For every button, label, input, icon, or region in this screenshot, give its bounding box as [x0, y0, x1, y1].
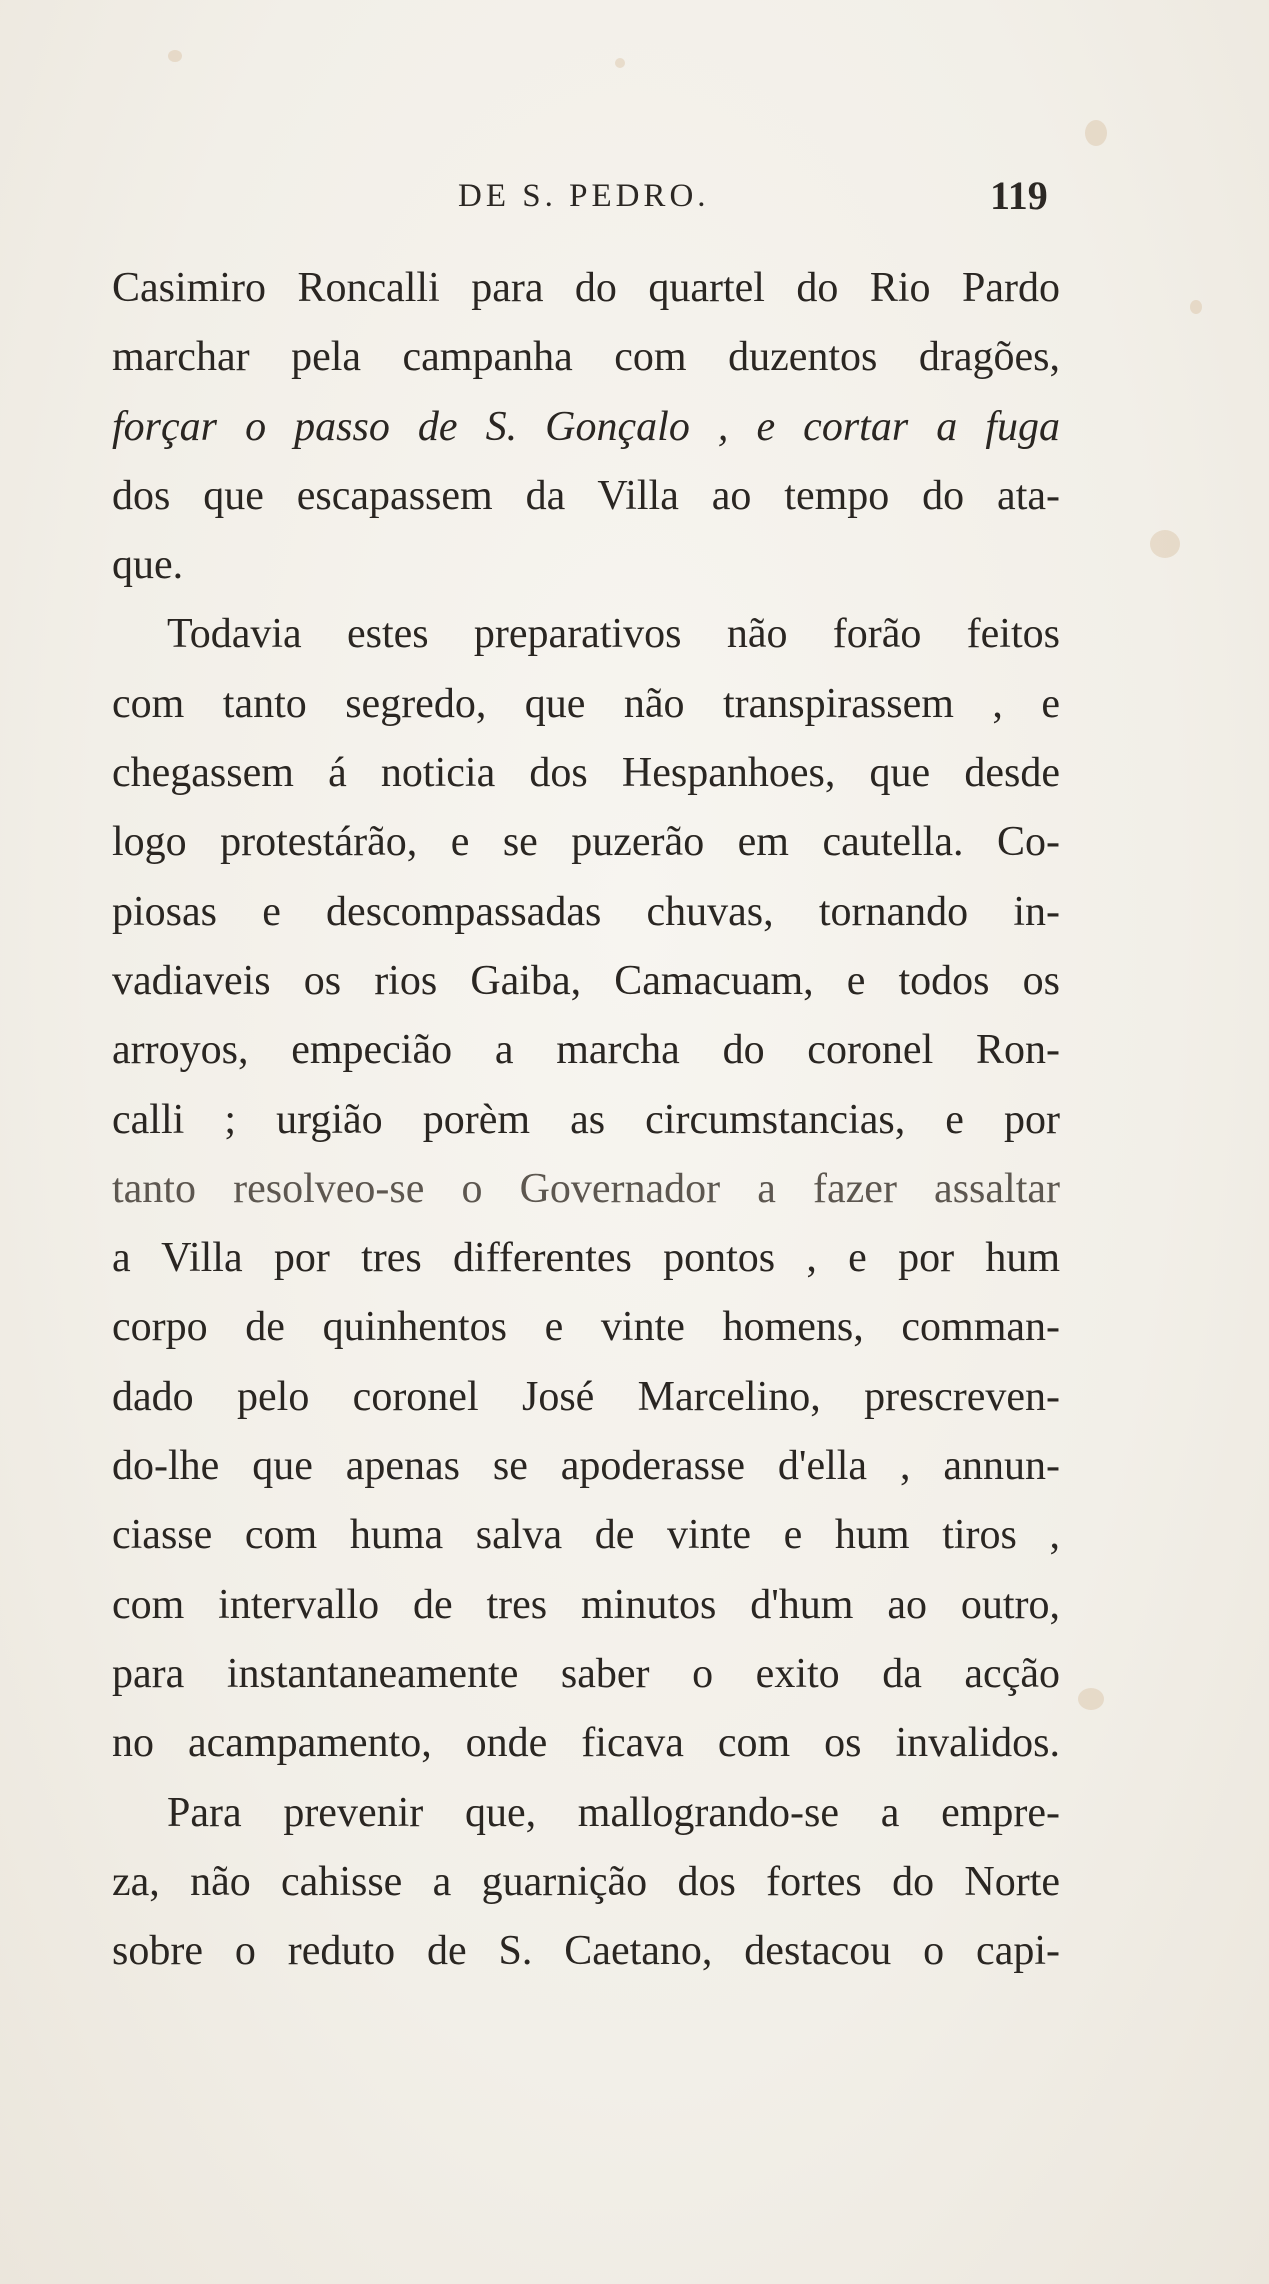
text-line: piosas e descompassadas chuvas, tornando in-	[112, 888, 1060, 935]
text-line: que.	[112, 542, 184, 589]
foxing-spot	[1085, 120, 1107, 146]
text-line: a Villa por tres differentes pontos , e por hum	[112, 1235, 1060, 1282]
text-line: forçar o passo de S. Gonçalo , e cortar a fuga	[112, 403, 1060, 450]
text-line: corpo de quinhentos e vinte homens, comman-	[112, 1304, 1060, 1351]
text-line: marchar pela campanha com duzentos dragões,	[112, 334, 1060, 381]
text-line: com tanto segredo, que não transpirassem , e	[112, 680, 1060, 727]
text-line: sobre o reduto de S. Caetano, destacou o capi-	[112, 1928, 1060, 1975]
text-line: Casimiro Roncalli para do quartel do Rio Pardo	[112, 265, 1060, 311]
text-line: no acampamento, onde ficava com os invalidos.	[112, 1720, 1060, 1767]
text-line: Para prevenir que, mallogrando-se a empre-	[167, 1789, 1060, 1836]
text-line: arroyos, empecião a marcha do coronel Ron-	[112, 1027, 1060, 1074]
body-text	[112, 254, 1060, 1986]
text-line: Todavia estes preparativos não forão feitos	[167, 611, 1060, 658]
text-line: chegassem á noticia dos Hespanhoes, que desde	[112, 750, 1060, 797]
text-line: logo protestárão, e se puzerão em cautella. Co-	[112, 819, 1060, 866]
foxing-spot	[615, 58, 625, 68]
text-line: com intervallo de tres minutos d'hum ao outro,	[112, 1581, 1060, 1628]
running-head: DE S. PEDRO.	[458, 178, 710, 214]
text-line: ciasse com huma salva de vinte e hum tiros ,	[112, 1512, 1060, 1559]
foxing-spot	[1078, 1688, 1104, 1710]
foxing-spot	[1150, 530, 1180, 558]
foxing-spot	[168, 50, 182, 62]
text-line: vadiaveis os rios Gaiba, Camacuam, e todos os	[112, 957, 1060, 1004]
foxing-spot	[1190, 300, 1202, 314]
text-line: za, não cahisse a guarnição dos fortes do Norte	[112, 1858, 1060, 1905]
text-line: dado pelo coronel José Marcelino, prescreven-	[112, 1373, 1060, 1420]
text-line: para instantaneamente saber o exito da acção	[112, 1650, 1060, 1697]
text-line: calli ; urgião porèm as circumstancias, e por	[112, 1096, 1060, 1143]
text-line: do-lhe que apenas se apoderasse d'ella , annun-	[112, 1443, 1060, 1490]
page-number: 119	[990, 173, 1048, 218]
text-line: tanto resolveo-se o Governador a fazer assaltar	[112, 1165, 1060, 1212]
text-line: dos que escapassem da Villa ao tempo do ata-	[112, 472, 1060, 519]
